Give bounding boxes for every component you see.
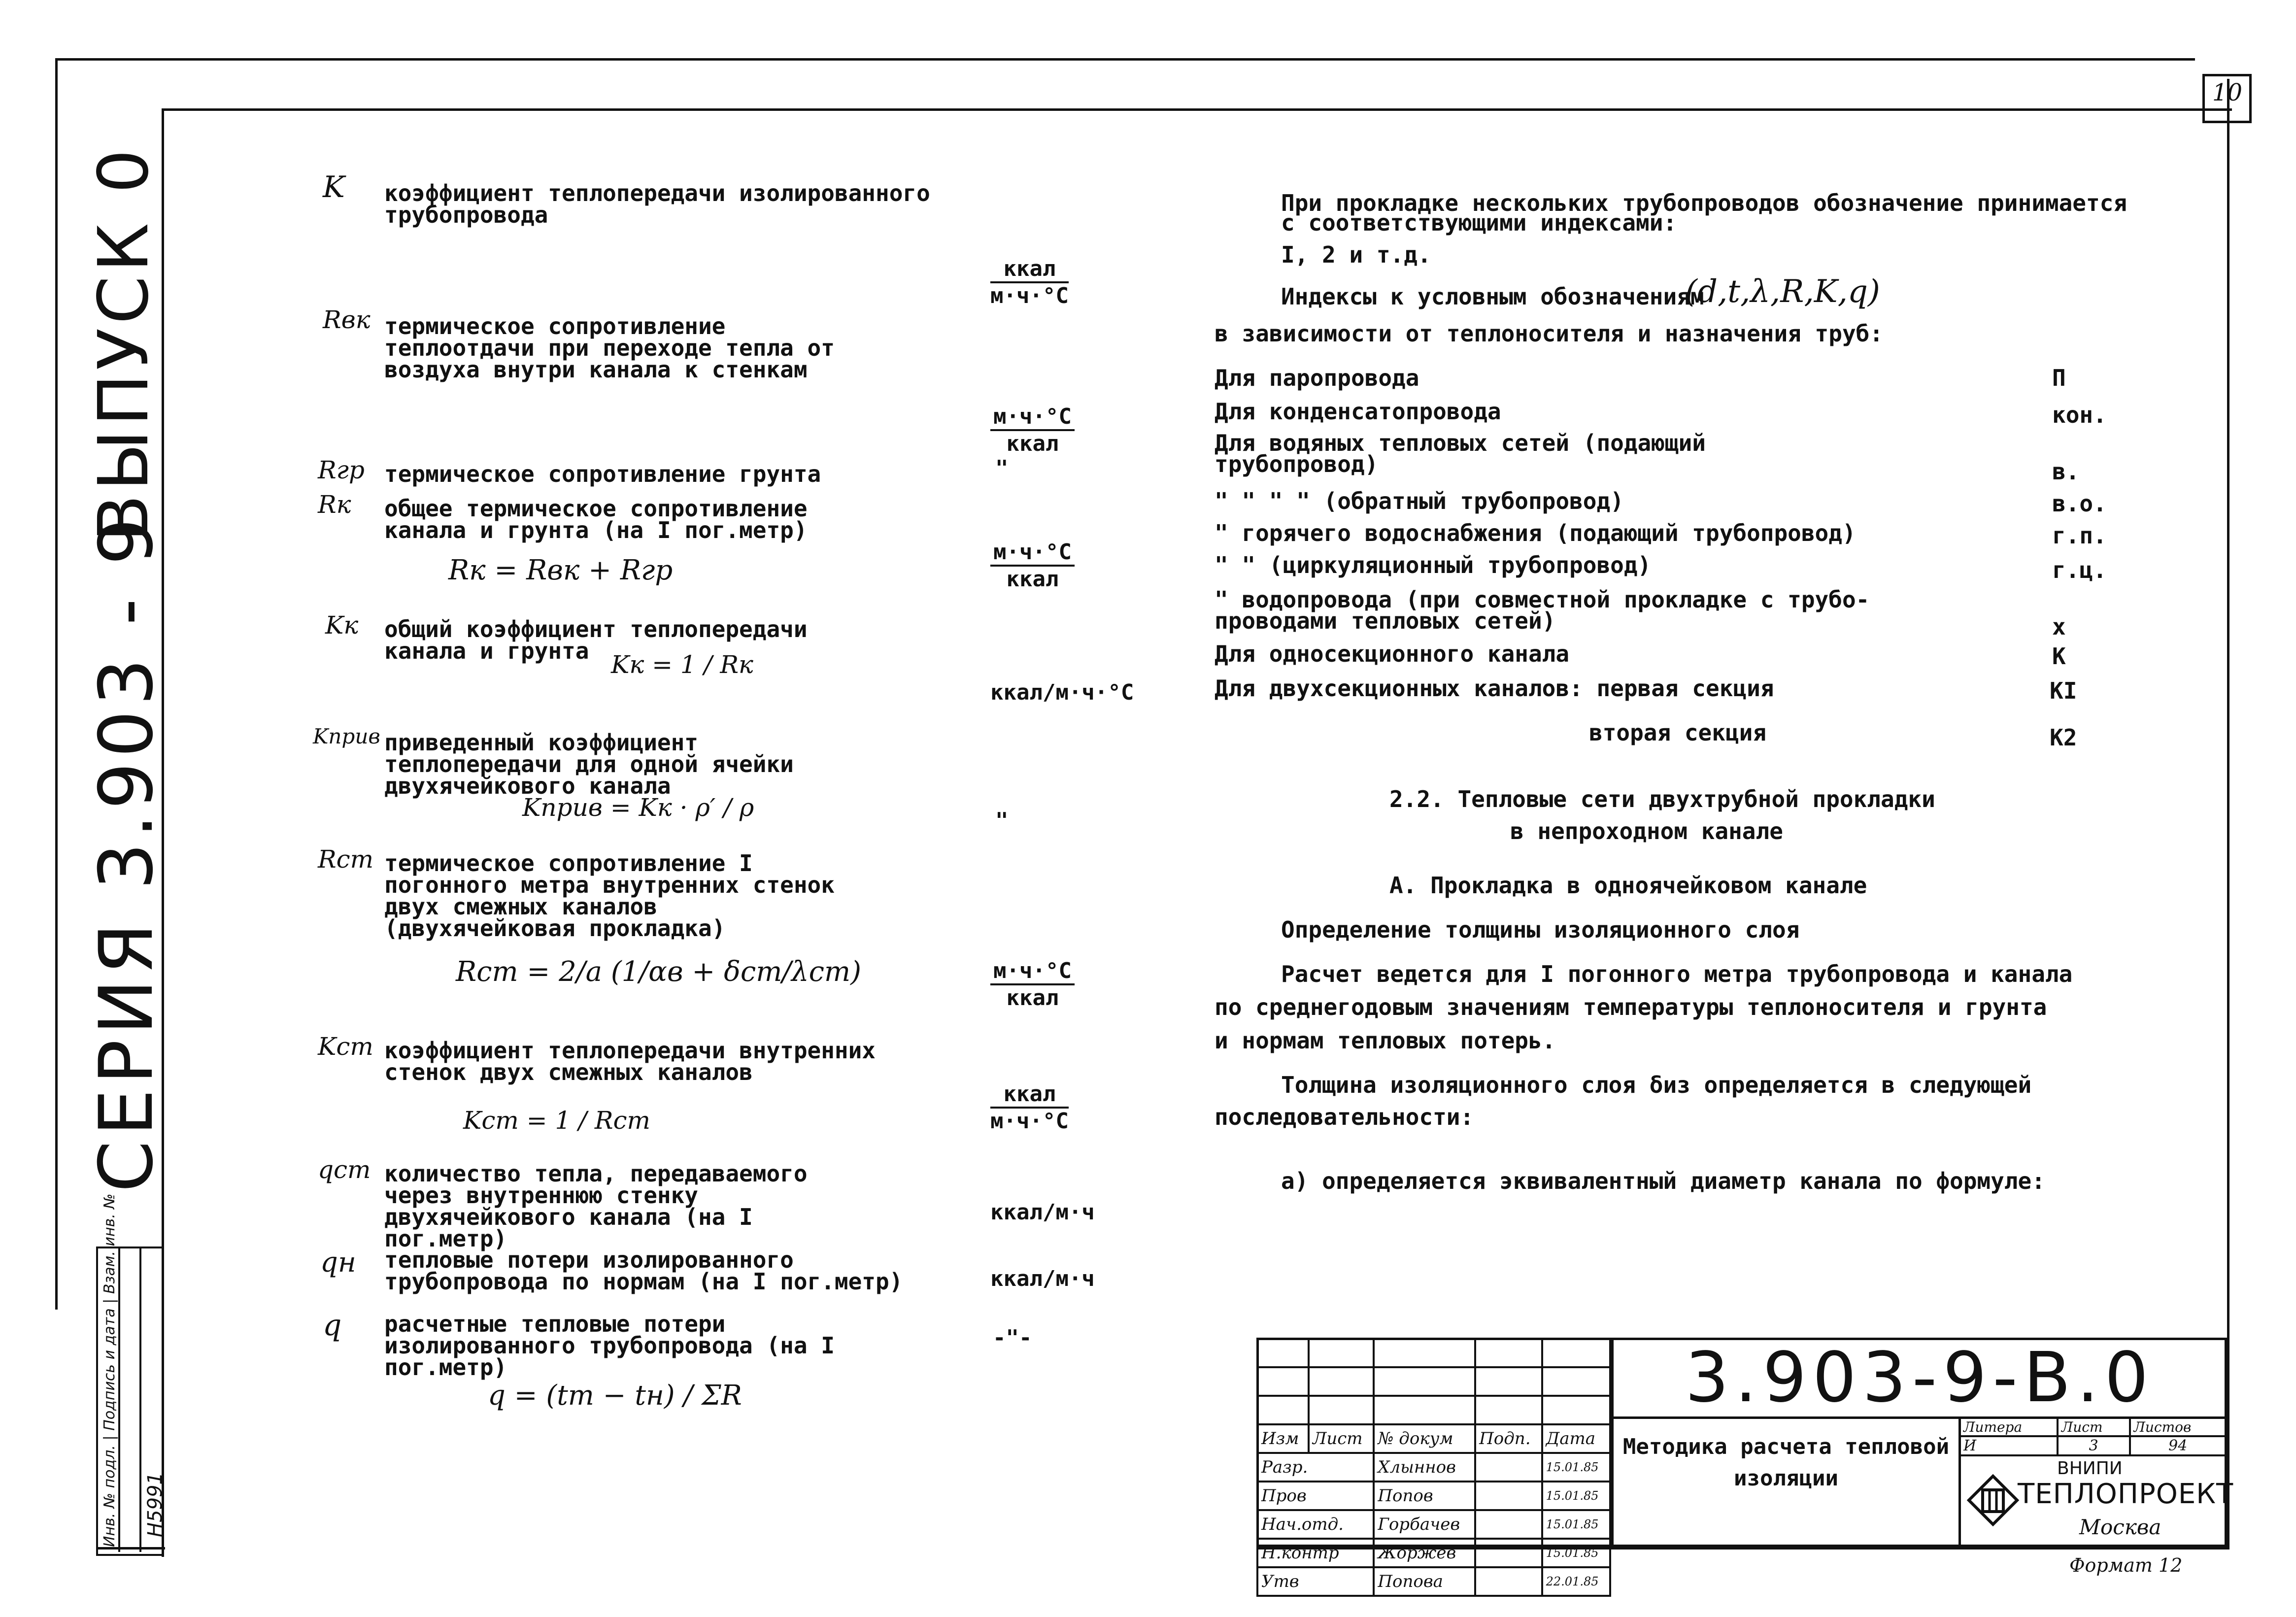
doc-code: 3.903-9-В.0 xyxy=(1685,1338,2155,1418)
def-qn: тепловые потери изолированного трубопровода по нормам (на I пог.метр) xyxy=(384,1246,903,1295)
intro-symbols: (d,t,λ,R,K,q) xyxy=(1685,273,1880,310)
sheets-value: 94 xyxy=(2130,1436,2226,1455)
para-2b: по среднегодовым значениям температуры теплоносителя и грунта xyxy=(1215,994,2047,1020)
def-rst: термическое сопротивление I погонного метра внутренних стенок двух смежных каналов (двухячейковая прокладка) xyxy=(384,850,835,942)
sym-kst: Kст xyxy=(318,1032,373,1061)
sym-q: q xyxy=(323,1308,342,1343)
sheet-table xyxy=(1958,1416,2227,1456)
sheets-label: Листов xyxy=(2130,1417,2226,1436)
intro-line-2: с соответствующими индексами: xyxy=(1281,209,1677,236)
purpose-idx-8: х xyxy=(2052,613,2066,640)
purpose-row-6: " " (циркуляционный трубопровод) xyxy=(1215,552,1652,578)
unit-9: ккал/м·ч xyxy=(990,1200,1095,1225)
unit-1: ккал м·ч·°С xyxy=(990,256,1069,308)
sym-k: K xyxy=(323,170,345,204)
def-qst: количество тепла, передаваемого через внутреннюю стенку двухячейкового канала (на I пог.метр) xyxy=(384,1160,808,1252)
tb-divider-v1 xyxy=(1611,1338,1614,1547)
formula-kpriv: Kприв = Kк · ρ′ / ρ xyxy=(522,793,754,822)
section-heading-3: А. Прокладка в одноячейковом канале xyxy=(1389,872,1867,899)
sym-rst: Rст xyxy=(318,845,374,874)
purpose-row-5: " горячего водоснабжения (подающий трубопровод) xyxy=(1215,520,1856,546)
side-stamp-text: Инв. № подл. | Подпись и дата | Взам. инв. № xyxy=(101,1193,118,1547)
purpose-row-1: Для конденсатопровода xyxy=(1215,398,1501,425)
purpose-idx-6: г.ц. xyxy=(2052,557,2107,583)
purpose-row-0: Для паропровода xyxy=(1215,365,1419,391)
unit-3: " xyxy=(995,456,1009,481)
name-0: Хлыннов xyxy=(1374,1453,1475,1482)
intro-line-4: Индексы к условным обозначениям xyxy=(1281,283,1704,310)
def-kst: коэффициент теплопередачи внутренних стенок двух смежных каналов xyxy=(384,1037,876,1085)
para-2a: Расчет ведется для I погонного метра трубопровода и канала xyxy=(1281,961,2073,987)
purpose-row-9: Для односекционного канала xyxy=(1215,640,1570,667)
org-logo-icon xyxy=(1966,1473,2020,1527)
def-kpriv: приведенный коэффициент теплопередачи для одной ячейки двухячейкового канала xyxy=(384,729,794,799)
purpose-idx-4: в.о. xyxy=(2052,490,2107,517)
def-rvk: термическое сопротивление теплоотдачи при переходе тепла от воздуха внутри канала к стенкам xyxy=(384,313,835,383)
intro-line-5: в зависимости от теплоносителя и назначения труб: xyxy=(1215,320,1884,347)
name-3: Жоржев xyxy=(1374,1539,1475,1567)
unit-2: м·ч·°С ккал xyxy=(990,404,1075,456)
role-0: Разр. xyxy=(1257,1453,1374,1482)
purpose-idx-1: кон. xyxy=(2052,402,2107,428)
doc-title: Методика расчета тепловой изоляции xyxy=(1622,1434,1950,1491)
role-4: Утв xyxy=(1257,1567,1374,1596)
side-stamp-divider xyxy=(118,1246,120,1552)
purpose-row-3: трубопровод) xyxy=(1215,451,1379,477)
purpose-idx-9: К xyxy=(2052,643,2066,670)
formula-kst: Kст = 1 / Rст xyxy=(463,1106,650,1135)
inner-frame-top xyxy=(163,108,2232,111)
purpose-row-11: вторая секция xyxy=(1589,719,1767,746)
col-head-izm: Изм xyxy=(1257,1424,1309,1453)
unit-4: м·ч·°С ккал xyxy=(990,539,1075,592)
sheet-value: 3 xyxy=(2058,1436,2130,1455)
role-1: Пров xyxy=(1257,1482,1374,1510)
signature-table xyxy=(1256,1338,1611,1597)
org-line-1: ВНИПИ xyxy=(2057,1458,2123,1479)
sym-rk: Rк xyxy=(318,490,351,519)
formula-rst: Rст = 2/a (1/αв + δст/λст) xyxy=(456,956,861,988)
sym-qn: qн xyxy=(320,1246,356,1279)
unit-8: ккал м·ч·°С xyxy=(990,1081,1069,1134)
para-4: а) определяется эквивалентный диаметр канала по формуле: xyxy=(1281,1168,2045,1194)
formula-q: q = (tm − tн) / ΣR xyxy=(488,1380,742,1412)
purpose-idx-5: г.п. xyxy=(2052,522,2107,549)
side-issue: ВЫПУСК 0 xyxy=(84,145,164,542)
def-q: расчетные тепловые потери изолированного трубопровода (на I пог.метр) xyxy=(384,1311,835,1381)
purpose-row-8: проводами тепловых сетей) xyxy=(1215,607,1556,634)
format-label: Формат 12 xyxy=(2069,1554,2183,1576)
formula-kk: Kк = 1 / Rк xyxy=(611,650,753,679)
purpose-row-2: Для водяных тепловых сетей (подающий xyxy=(1215,430,1706,456)
unit-10: ккал/м·ч xyxy=(990,1266,1095,1291)
purpose-idx-3: в. xyxy=(2052,458,2080,485)
role-3: Н.контр xyxy=(1257,1539,1374,1567)
intro-line-3: I, 2 и т.д. xyxy=(1281,241,1431,268)
purpose-row-10: Для двухсекционных каналов: первая секция xyxy=(1215,675,1774,702)
sym-qst: qст xyxy=(318,1155,371,1184)
org-line-2: ТЕПЛОПРОЕКТ xyxy=(2018,1478,2234,1510)
purpose-idx-0: П xyxy=(2052,365,2066,391)
para-3b: последовательности: xyxy=(1215,1104,1474,1130)
sym-kpriv: Kприв xyxy=(313,724,380,748)
purpose-row-7: " водопровода (при совместной прокладке с трубо- xyxy=(1215,586,1870,613)
purpose-idx-10: КI xyxy=(2050,677,2077,704)
name-4: Попова xyxy=(1374,1567,1475,1596)
unit-11: -"- xyxy=(993,1325,1032,1350)
purpose-row-4: " " " " (обратный трубопровод) xyxy=(1215,488,1624,514)
def-rgr: термическое сопротивление грунта xyxy=(384,461,821,487)
sym-rgr: Rгр xyxy=(318,456,365,484)
date-0: 15.01.85 xyxy=(1542,1453,1610,1482)
col-head-date: Дата xyxy=(1542,1424,1610,1453)
col-head-doc: № докум xyxy=(1374,1424,1475,1453)
date-1: 15.01.85 xyxy=(1542,1482,1610,1510)
def-rk: общее термическое сопротивление канала и грунта (на I пог.метр) xyxy=(384,495,808,543)
sym-rvk: Rвк xyxy=(323,305,371,334)
stage-value: И xyxy=(1959,1436,2058,1455)
page-number: 10 xyxy=(2212,79,2243,106)
side-series: СЕРИЯ 3.903 - 9 xyxy=(84,513,169,1192)
side-stamp-divider2 xyxy=(139,1246,141,1552)
section-heading-1: 2.2. Тепловые сети двухтрубной прокладки xyxy=(1389,786,1935,812)
col-head-list: Лист xyxy=(1309,1424,1374,1453)
para-3a: Толщина изоляционного слоя δиз определяется в следующей xyxy=(1281,1072,2032,1098)
date-4: 22.01.85 xyxy=(1542,1567,1610,1596)
date-3: 15.01.85 xyxy=(1542,1539,1610,1567)
sheet-label: Лист xyxy=(2058,1417,2130,1436)
formula-rk: Rк = Rвк + Rгр xyxy=(448,554,673,586)
unit-6: " xyxy=(995,808,1009,833)
section-heading-2: в непроходном канале xyxy=(1510,818,1783,844)
unit-7: м·ч·°С ккал xyxy=(990,958,1075,1011)
purpose-idx-11: К2 xyxy=(2050,724,2077,751)
outer-frame-left xyxy=(55,58,58,1310)
stage-label: Литера xyxy=(1959,1417,2058,1436)
name-1: Попов xyxy=(1374,1482,1475,1510)
def-kk: общий коэффициент теплопередачи канала и грунта xyxy=(384,616,808,664)
unit-5: ккал/м·ч·°С xyxy=(990,680,1134,705)
para-2c: и нормам тепловых потерь. xyxy=(1215,1027,1556,1054)
side-inventory: Н5991 xyxy=(144,1472,167,1537)
org-city: Москва xyxy=(2079,1515,2161,1539)
col-head-sign: Подп. xyxy=(1475,1424,1542,1453)
outer-frame-top xyxy=(57,58,2195,61)
para-1: Определение толщины изоляционного слоя xyxy=(1281,916,1800,943)
role-2: Нач.отд. xyxy=(1257,1510,1374,1539)
intro-line-1: При прокладке нескольких трубопроводов обозначение принимается xyxy=(1281,190,2127,216)
name-2: Горбачев xyxy=(1374,1510,1475,1539)
date-2: 15.01.85 xyxy=(1542,1510,1610,1539)
def-k: коэффициент теплопередачи изолированного трубопровода xyxy=(384,180,930,228)
sym-kk: Kк xyxy=(325,611,359,640)
frame-right xyxy=(2227,79,2229,1547)
